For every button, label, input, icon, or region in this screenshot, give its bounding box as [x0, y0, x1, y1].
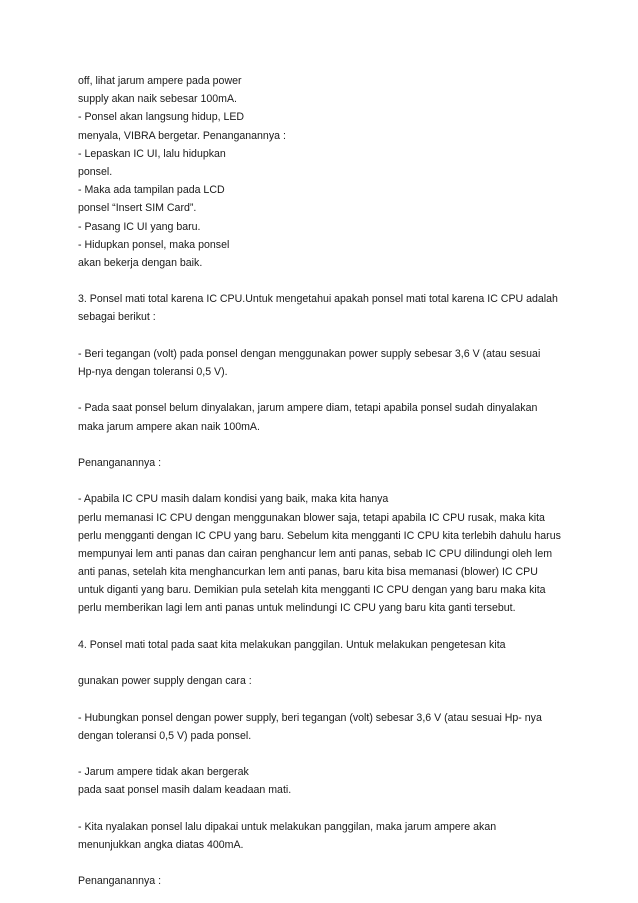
text-line: - Pada saat ponsel belum dinyalakan, jarum ampere diam, tetapi apabila ponsel sudah dinyalakan — [78, 402, 538, 415]
text-line: supply akan naik sebesar 100mA. — [78, 93, 237, 106]
paragraph-gap — [78, 854, 578, 872]
paragraph — [78, 672, 578, 690]
paragraph — [78, 763, 578, 799]
paragraph — [78, 345, 578, 381]
text-line: - Lepaskan IC UI, lalu hidupkan — [78, 147, 226, 160]
paragraph-gap — [78, 618, 578, 636]
paragraph — [78, 72, 578, 272]
paragraph — [78, 454, 578, 472]
document-body — [78, 72, 578, 890]
text-line: ponsel “Insert SIM Card”. — [78, 202, 197, 215]
paragraph-gap — [78, 745, 578, 763]
paragraph — [78, 818, 578, 854]
text-line: menunjukkan angka diatas 400mA. — [78, 838, 244, 851]
text-line: untuk diganti yang baru. Demikian pula setelah kita mengganti IC CPU dengan yang baru maka kita — [78, 584, 546, 597]
text-line: dengan toleransi 0,5 V) pada ponsel. — [78, 729, 252, 742]
text-line: - Ponsel akan langsung hidup, LED — [78, 111, 245, 124]
paragraph — [78, 872, 578, 890]
text-line: Hp-nya dengan toleransi 0,5 V). — [78, 366, 228, 378]
paragraph-gap — [78, 381, 578, 399]
text-line: - Apabila IC CPU masih dalam kondisi yang baik, maka kita hanya — [78, 493, 389, 506]
paragraph-gap — [78, 800, 578, 818]
text-line: Penanganannya : — [78, 456, 162, 469]
paragraph — [78, 490, 578, 617]
text-line: anti panas, setelah kita menghancurkan lem anti panas, baru kita bisa memanasi (blower) IC CPU — [78, 566, 538, 579]
text-line: akan bekerja dengan baik. — [78, 256, 203, 269]
text-line: - Jarum ampere tidak akan bergerak — [78, 766, 249, 779]
text-line: perlu memanasi IC CPU dengan menggunakan blower saja, tetapi apabila IC CPU rusak, maka kita — [78, 511, 545, 524]
text-line: sebagai berikut : — [78, 311, 156, 324]
text-line: off, lihat jarum ampere pada power — [78, 75, 242, 87]
text-line: ponsel. — [78, 165, 113, 178]
text-line: menyala, VIBRA bergetar. Penanganannya : — [78, 129, 286, 142]
text-line: - Pasang IC UI yang baru. — [78, 220, 201, 233]
paragraph-gap — [78, 272, 578, 290]
text-line: 4. Ponsel mati total pada saat kita melakukan panggilan. Untuk melakukan pengetesan kita — [78, 638, 506, 651]
paragraph-gap — [78, 654, 578, 672]
paragraph — [78, 636, 578, 654]
text-line: gunakan power supply dengan cara : — [78, 675, 252, 688]
paragraph-gap — [78, 327, 578, 345]
text-line: pada saat ponsel masih dalam keadaan mati. — [78, 784, 292, 797]
text-line: - Hubungkan ponsel dengan power supply, beri tegangan (volt) sebesar 3,6 V (atau sesuai Hp- nya — [78, 711, 542, 724]
text-line: maka jarum ampere akan naik 100mA. — [78, 420, 260, 433]
text-line: - Beri tegangan (volt) pada ponsel dengan menggunakan power supply sebesar 3,6 V (atau sesuai — [78, 347, 541, 360]
paragraph — [78, 290, 578, 326]
paragraph-gap — [78, 472, 578, 490]
text-line: mempunyai lem anti panas dan cairan penghancur lem anti panas, sebab IC CPU dilindungi oleh lem — [78, 547, 553, 560]
text-line: perlu memberikan lagi lem anti panas untuk melindungi IC CPU yang baru kita ganti tersebut. — [78, 602, 516, 615]
paragraph — [78, 709, 578, 745]
paragraph — [78, 399, 578, 435]
paragraph-gap — [78, 436, 578, 454]
text-line: perlu mengganti dengan IC CPU yang baru. Sebelum kita mengganti IC CPU kita terlebih dahulu harus — [78, 529, 561, 542]
text-line: 3. Ponsel mati total karena IC CPU.Untuk mengetahui apakah ponsel mati total karena IC CPU adalah — [78, 293, 558, 306]
text-line: - Maka ada tampilan pada LCD — [78, 184, 225, 197]
text-line: - Hidupkan ponsel, maka ponsel — [78, 238, 230, 251]
text-line: - Kita nyalakan ponsel lalu dipakai untuk melakukan panggilan, maka jarum ampere akan — [78, 820, 497, 833]
text-line: Penanganannya : — [78, 875, 162, 888]
paragraph-gap — [78, 690, 578, 708]
